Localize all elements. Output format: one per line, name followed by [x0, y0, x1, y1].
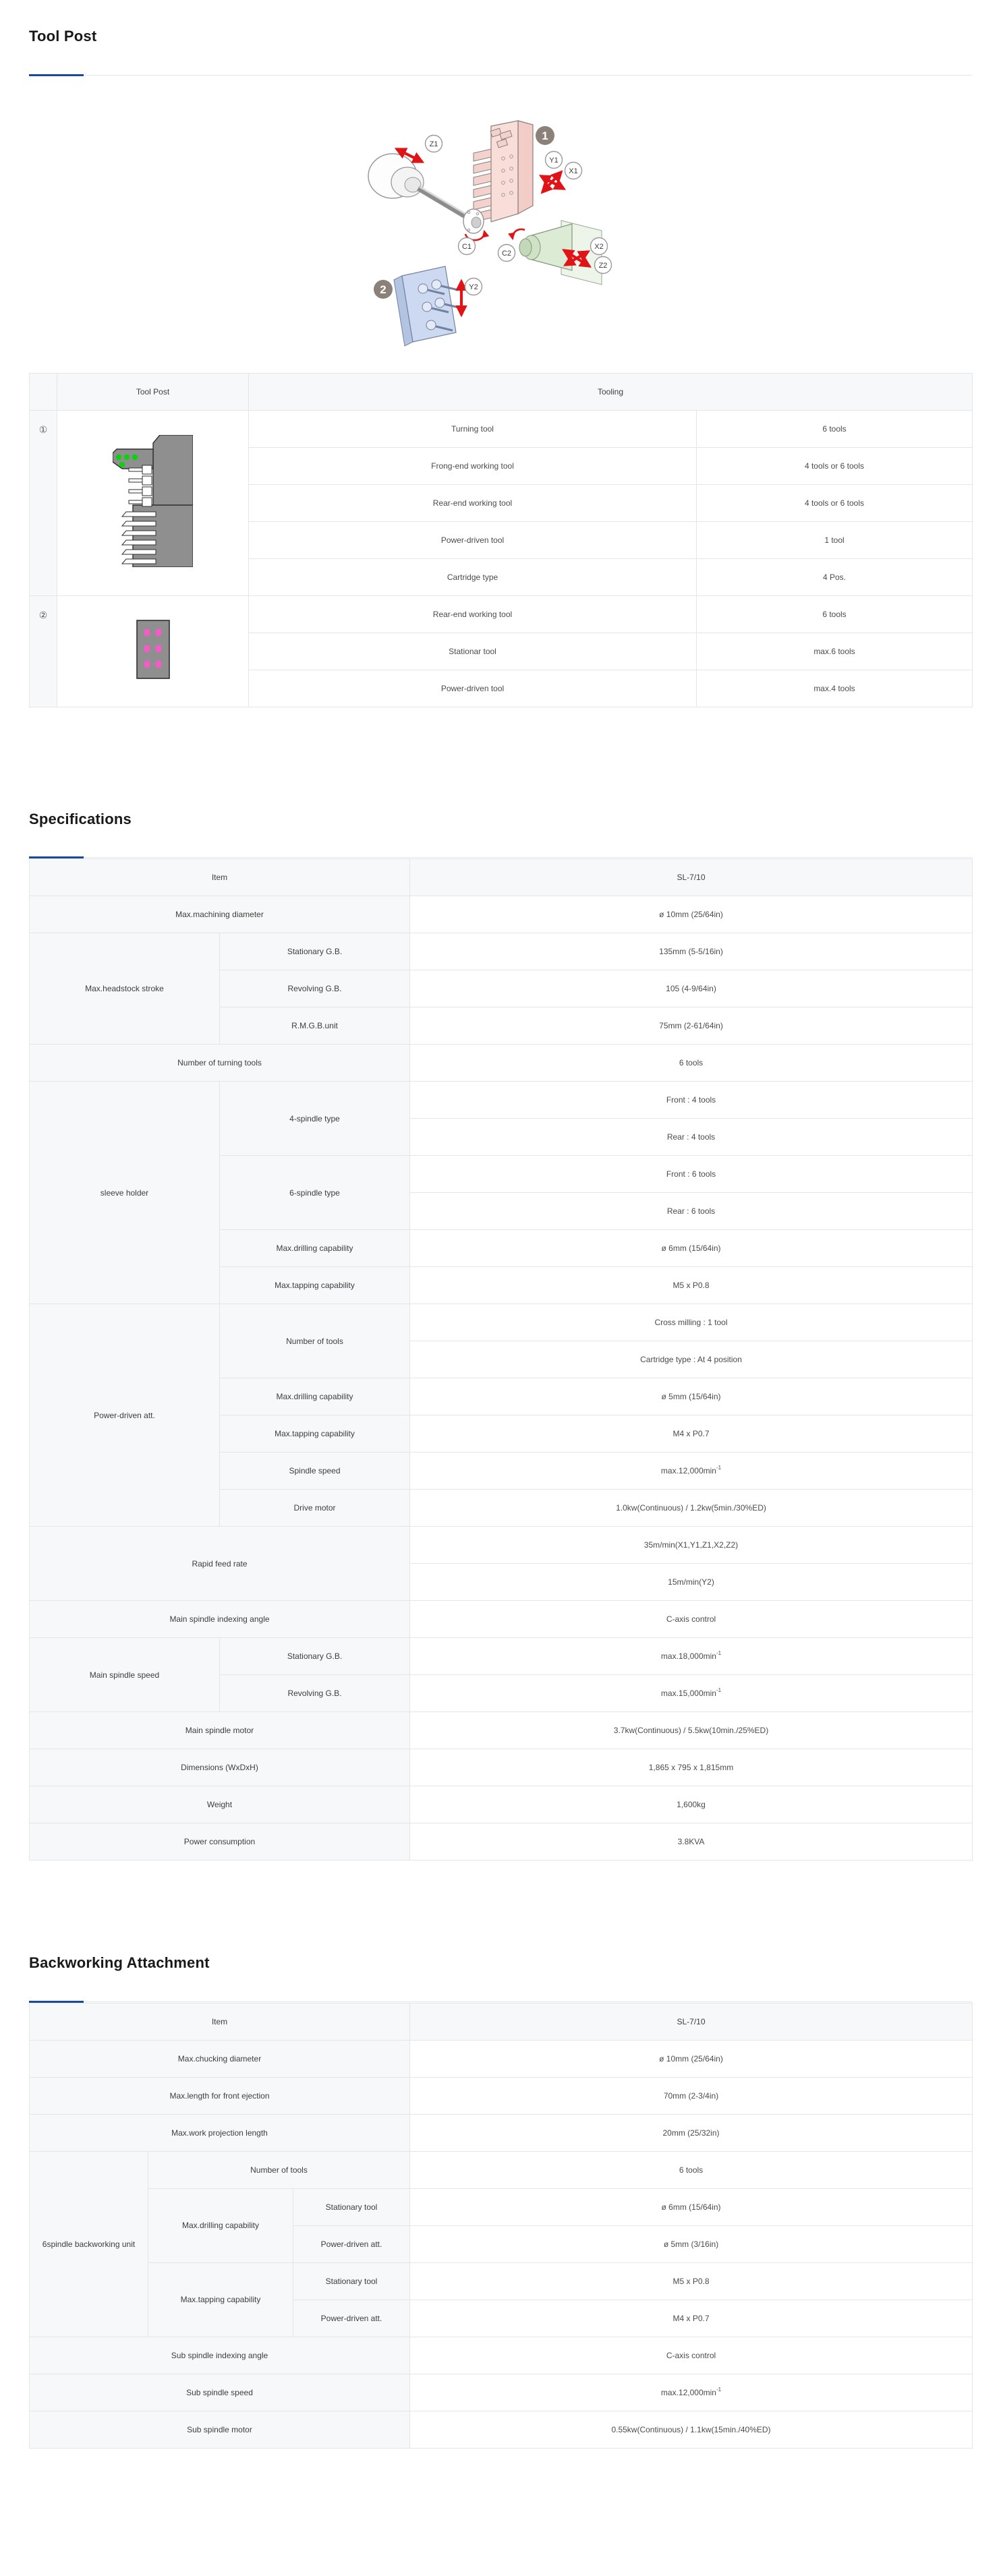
spec-value: C-axis control: [410, 2337, 973, 2374]
svg-text:Y2: Y2: [469, 283, 478, 291]
gang-tool-post-icon: [113, 435, 193, 567]
tooling-label: Rear-end working tool: [249, 595, 697, 633]
spec-value: 3.8KVA: [410, 1823, 973, 1861]
spec-label: Max.length for front ejection: [30, 2077, 410, 2114]
table-row: [30, 1601, 973, 1638]
table-row: [30, 2337, 973, 2374]
gang-tool-post-illustration: [474, 121, 533, 222]
axis-label-y2: [465, 278, 482, 295]
divider-line: [29, 857, 972, 858]
tooling-label: Power-driven tool: [249, 670, 697, 707]
spec-value: M4 x P0.7: [410, 1415, 973, 1453]
section-title-tool-post: Tool Post: [29, 28, 97, 45]
table-header-row: [30, 859, 973, 896]
axis-label-z2: [595, 256, 612, 273]
spec-value: [410, 1675, 973, 1712]
spec-sublabel: 4-spindle type: [220, 1082, 410, 1156]
main-spindle-illustration: [368, 154, 484, 240]
spec-value: C-axis control: [410, 1601, 973, 1638]
tool-post-type-2-image: [57, 595, 249, 707]
tooling-value: max.4 tools: [697, 670, 973, 707]
spec-sublabel: Stationary G.B.: [220, 1638, 410, 1675]
col-header-tooling: Tooling: [249, 373, 973, 410]
section-divider: [29, 2001, 972, 2003]
tool-post-diagram-wrap: [29, 119, 972, 363]
spec-sublabel: Max.tapping capability: [220, 1267, 410, 1304]
spec-label: Dimensions (WxDxH): [30, 1749, 410, 1786]
divider-line: [29, 2001, 972, 2002]
tooling-value: max.6 tools: [697, 633, 973, 670]
spec-sublabel: Spindle speed: [220, 1453, 410, 1490]
tooling-value: 6 tools: [697, 410, 973, 447]
spec-sublabel: 6-spindle type: [220, 1156, 410, 1230]
spec-value: 20mm (25/32in): [410, 2114, 973, 2151]
tool-post-type-1-image: [57, 410, 249, 595]
unit-superscript: -1: [716, 1465, 722, 1471]
spec-subsublabel: Power-driven att.: [293, 2225, 410, 2262]
table-row: [30, 2114, 973, 2151]
spec-sublabel: Max.drilling capability: [148, 2188, 293, 2262]
backworking-unit-illustration: [394, 266, 461, 346]
divider-accent: [29, 856, 84, 858]
unit-superscript: -1: [716, 2386, 722, 2393]
spec-value: Front : 4 tools: [410, 1082, 973, 1119]
axis-label-z1: [426, 135, 442, 152]
spec-value: Rear : 6 tools: [410, 1193, 973, 1230]
table-row: [30, 1638, 973, 1675]
spec-value: ø 6mm (15/64in): [410, 2188, 973, 2225]
divider-accent: [29, 2001, 84, 2003]
spec-value: 0.55kw(Continuous) / 1.1kw(15min./40%ED): [410, 2411, 973, 2448]
value-text: max.12,000min: [660, 1466, 716, 1475]
divider-line: [29, 75, 972, 76]
table-row: [30, 1045, 973, 1082]
spec-label: Main spindle motor: [30, 1712, 410, 1749]
backworking-table: [29, 2003, 973, 2449]
spec-value: 6 tools: [410, 1045, 973, 1082]
spec-label: Max.headstock stroke: [30, 933, 220, 1045]
axis-label-x2: [591, 237, 608, 254]
spec-value: ø 5mm (3/16in): [410, 2225, 973, 2262]
axis-label-c1: [459, 237, 476, 254]
specifications-table: [29, 858, 973, 1861]
value-text: max.15,000min: [660, 1689, 716, 1698]
diagram-badge-1: [536, 126, 554, 145]
tooling-label: Stationar tool: [249, 633, 697, 670]
table-row: [30, 410, 973, 447]
spec-value: M5 x P0.8: [410, 1267, 973, 1304]
spec-value: 35m/min(X1,Y1,Z1,X2,Z2): [410, 1527, 973, 1564]
axis-label-x1: [565, 162, 582, 179]
spec-subsublabel: Power-driven att.: [293, 2300, 410, 2337]
value-text: max.18,000min: [660, 1651, 716, 1661]
spec-label: Rapid feed rate: [30, 1527, 410, 1601]
tooling-value: 1 tool: [697, 521, 973, 558]
group-number-2: ②: [30, 595, 57, 707]
spec-value: 105 (4-9/64in): [410, 970, 973, 1007]
tooling-value: 4 Pos.: [697, 558, 973, 595]
col-header-item: Item: [30, 2003, 410, 2040]
section-divider: [29, 74, 972, 76]
unit-superscript: -1: [716, 1650, 722, 1656]
table-row: [30, 1786, 973, 1823]
tooling-value: 4 tools or 6 tools: [697, 447, 973, 484]
spec-sublabel: Max.drilling capability: [220, 1230, 410, 1267]
spec-label: Main spindle indexing angle: [30, 1601, 410, 1638]
spec-value: 135mm (5-5/16in): [410, 933, 973, 970]
spec-label: Power consumption: [30, 1823, 410, 1861]
col-header-tool-post: Tool Post: [57, 373, 249, 410]
table-row: [30, 1527, 973, 1564]
table-row: [30, 2411, 973, 2448]
spec-sublabel: R.M.G.B.unit: [220, 1007, 410, 1045]
spec-value: 1,865 x 795 x 1,815mm: [410, 1749, 973, 1786]
spec-value: Cartridge type : At 4 position: [410, 1341, 973, 1378]
table-row: [30, 2374, 973, 2411]
spec-label: Power-driven att.: [30, 1304, 220, 1527]
table-row: [30, 2040, 973, 2077]
spec-value: 15m/min(Y2): [410, 1564, 973, 1601]
section-divider: [29, 856, 972, 858]
svg-text:C1: C1: [461, 242, 472, 251]
section-title-specifications: Specifications: [29, 810, 132, 827]
spec-label: Main spindle speed: [30, 1638, 220, 1712]
spec-subsublabel: Stationary tool: [293, 2262, 410, 2300]
svg-text:X1: X1: [569, 167, 578, 175]
unit-superscript: -1: [716, 1687, 722, 1693]
spec-value: 6 tools: [410, 2151, 973, 2188]
spec-sublabel: Revolving G.B.: [220, 1675, 410, 1712]
tooling-label: Cartridge type: [249, 558, 697, 595]
spec-label: Sub spindle speed: [30, 2374, 410, 2411]
spec-sublabel: Drive motor: [220, 1490, 410, 1527]
table-row: [30, 1304, 973, 1341]
diagram-badge-2: [374, 280, 393, 299]
spec-value: ø 5mm (15/64in): [410, 1378, 973, 1415]
table-header-row: [30, 2003, 973, 2040]
svg-text:Z1: Z1: [429, 140, 438, 148]
spec-label: Max.chucking diameter: [30, 2040, 410, 2077]
table-row: [30, 2151, 973, 2188]
spec-value: Cross milling : 1 tool: [410, 1304, 973, 1341]
tooling-label: Power-driven tool: [249, 521, 697, 558]
table-row: [30, 2077, 973, 2114]
spec-label: sleeve holder: [30, 1082, 220, 1304]
table-row: [30, 896, 973, 933]
spec-value: [410, 1453, 973, 1490]
axis-label-c2: [498, 244, 515, 261]
tooling-label: Rear-end working tool: [249, 484, 697, 521]
spec-label: Weight: [30, 1786, 410, 1823]
svg-text:Y1: Y1: [549, 156, 559, 165]
table-row: [30, 595, 973, 633]
table-row: [30, 2262, 973, 2300]
spec-label: Max.work projection length: [30, 2114, 410, 2151]
axis-arrows-x1-y1: [541, 172, 564, 192]
svg-text:Z2: Z2: [598, 261, 608, 270]
axis-label-y1: [546, 151, 563, 168]
spec-value: 70mm (2-3/4in): [410, 2077, 973, 2114]
svg-text:1: 1: [542, 129, 548, 142]
tooling-value: 4 tools or 6 tools: [697, 484, 973, 521]
table-row: [30, 1823, 973, 1861]
spec-value: 75mm (2-61/64in): [410, 1007, 973, 1045]
group-number-1: ①: [30, 410, 57, 595]
spec-value: M4 x P0.7: [410, 2300, 973, 2337]
spec-value: 1,600kg: [410, 1786, 973, 1823]
spec-value: ø 6mm (15/64in): [410, 1230, 973, 1267]
rear-tool-post-icon: [136, 620, 170, 679]
spec-sublabel: Max.tapping capability: [220, 1415, 410, 1453]
spec-sublabel: Revolving G.B.: [220, 970, 410, 1007]
spec-sublabel: Max.tapping capability: [148, 2262, 293, 2337]
spec-sublabel: Number of tools: [148, 2151, 410, 2188]
section-specifications: [29, 810, 972, 1861]
spec-value: M5 x P0.8: [410, 2262, 973, 2300]
section-tool-post: [29, 27, 972, 707]
table-row: [30, 2188, 973, 2225]
spec-sublabel: Max.drilling capability: [220, 1378, 410, 1415]
table-row: [30, 933, 973, 970]
table-row: [30, 1749, 973, 1786]
spec-sublabel: Stationary G.B.: [220, 933, 410, 970]
spec-value: ø 10mm (25/64in): [410, 2040, 973, 2077]
value-text: max.12,000min: [660, 2387, 716, 2397]
spec-value: [410, 1638, 973, 1675]
tool-post-table-corner: [30, 373, 57, 410]
col-header-model: SL-7/10: [410, 859, 973, 896]
col-header-item: Item: [30, 859, 410, 896]
svg-text:X2: X2: [594, 242, 604, 251]
tooling-label: Frong-end working tool: [249, 447, 697, 484]
table-header-row: [30, 373, 973, 410]
tool-post-table: [29, 373, 973, 707]
spec-label: Sub spindle motor: [30, 2411, 410, 2448]
spec-value: 1.0kw(Continuous) / 1.2kw(5min./30%ED): [410, 1490, 973, 1527]
spec-subsublabel: Stationary tool: [293, 2188, 410, 2225]
table-row: [30, 1082, 973, 1119]
tooling-value: 6 tools: [697, 595, 973, 633]
svg-text:C2: C2: [501, 249, 512, 258]
table-row: [30, 1712, 973, 1749]
machine-axes-diagram: [359, 119, 642, 362]
spec-value: 3.7kw(Continuous) / 5.5kw(10min./25%ED): [410, 1712, 973, 1749]
spec-label: Sub spindle indexing angle: [30, 2337, 410, 2374]
svg-text:2: 2: [380, 283, 387, 296]
spec-value: [410, 2374, 973, 2411]
col-header-model: SL-7/10: [410, 2003, 973, 2040]
spec-label: Max.machining diameter: [30, 896, 410, 933]
divider-accent: [29, 74, 84, 76]
spec-value: Rear : 4 tools: [410, 1119, 973, 1156]
section-backworking: [29, 1954, 972, 2449]
spec-value: Front : 6 tools: [410, 1156, 973, 1193]
tooling-label: Turning tool: [249, 410, 697, 447]
spec-sublabel: Number of tools: [220, 1304, 410, 1378]
spec-value: ø 10mm (25/64in): [410, 896, 973, 933]
section-title-backworking: Backworking Attachment: [29, 1954, 210, 1971]
spec-label: 6spindle backworking unit: [30, 2151, 148, 2337]
spec-label: Number of turning tools: [30, 1045, 410, 1082]
